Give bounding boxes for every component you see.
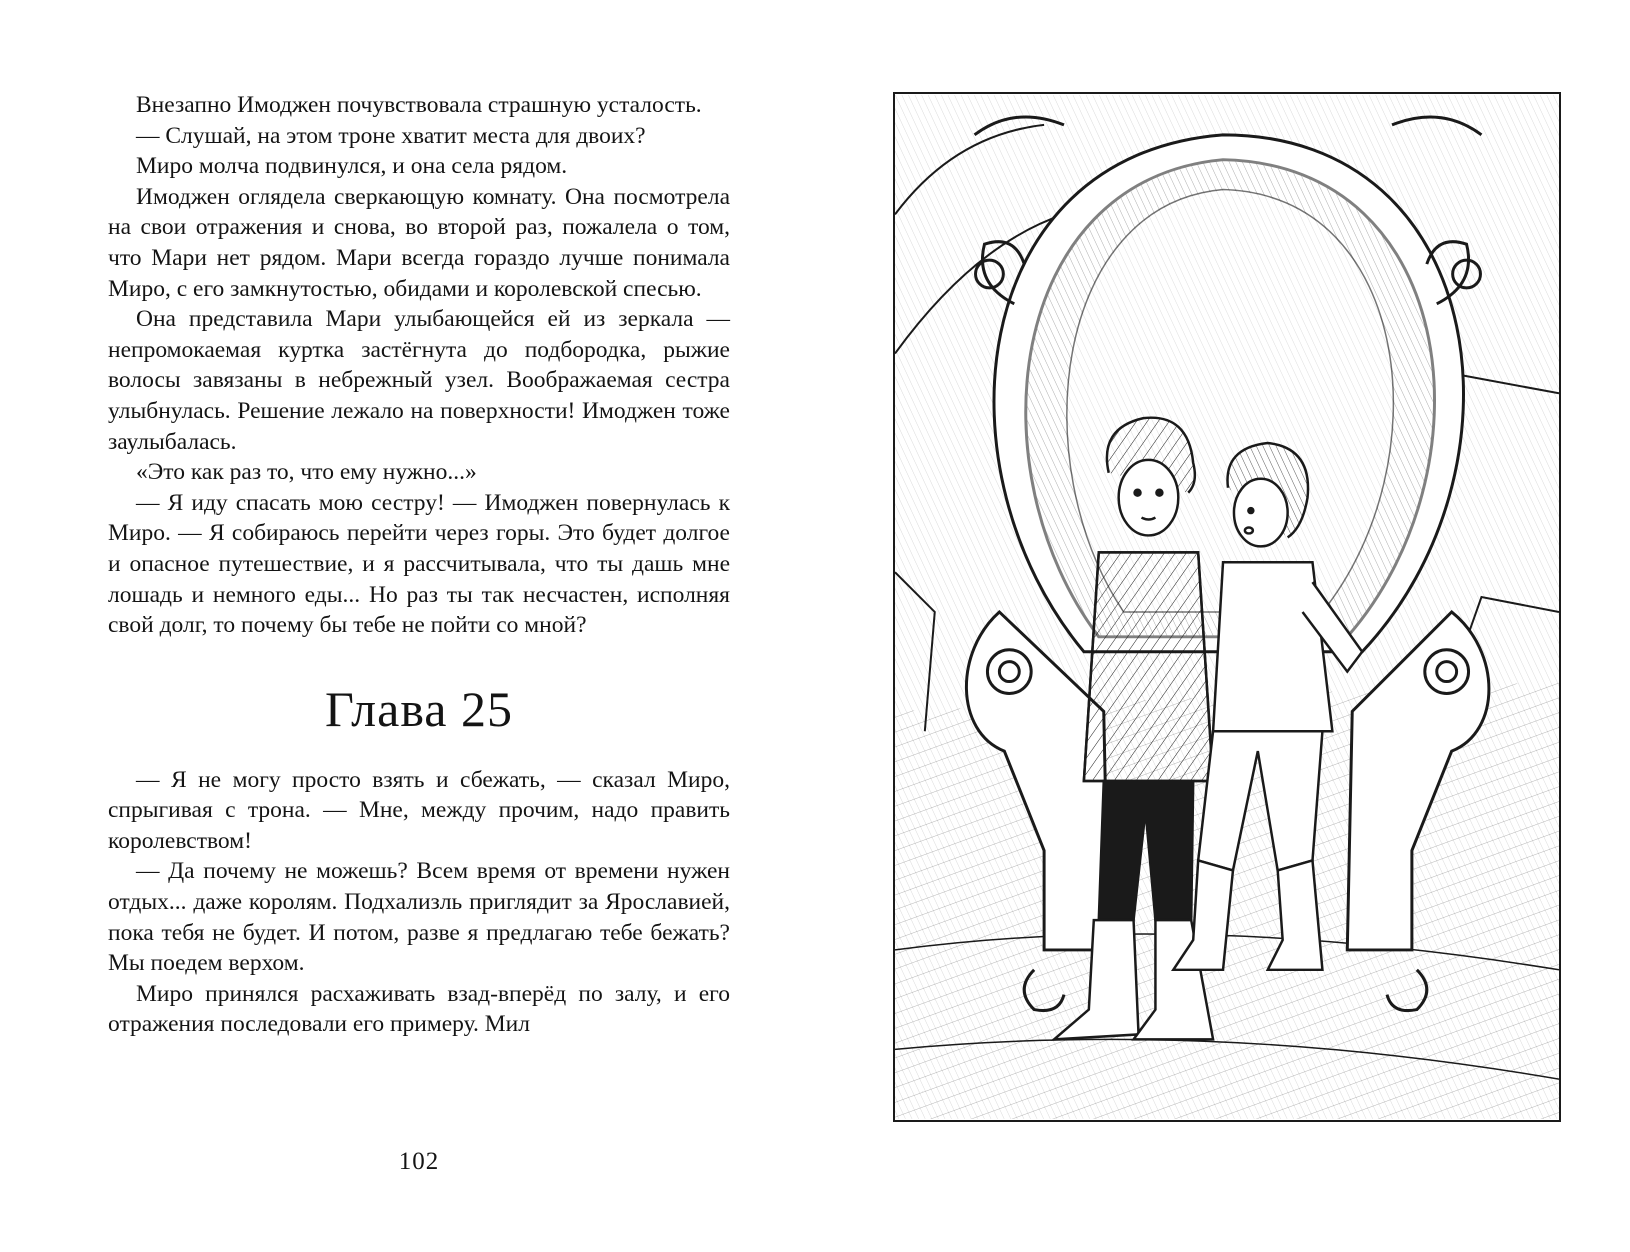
paragraph: «Это как раз то, что ему нужно...» (136, 459, 477, 486)
paragraph: — Я иду спасать мою сестру! — Имоджен повернулась к Миро. — Я собираюсь перейти через горы. Это будет долгое и опасное путешествие, и я рассчитывала, что ты дашь мне лошадь и немного еды... Но раз ты так несчастен, исполняя свой долг, то почему бы тебе не пойти со мной? (108, 489, 730, 639)
paragraph: Внезапно Имоджен почувствовала страшную усталость. (136, 92, 702, 118)
chapter-title: Глава 25 (325, 680, 513, 737)
throne-illustration (893, 92, 1561, 1122)
paragraph: Миро принялся расхаживать взад-вперёд по залу, и его отражения последовали его примеру. Мил (108, 980, 730, 1038)
paragraph: Имоджен оглядела сверкающую комнату. Она посмотрела на свои отражения и снова, во второй раз, пожалела о том, что Мари нет рядом. Мари всегда гораздо лучше понимала Миро, с его замкнутостью, обидами и королевской спесью. (108, 183, 730, 302)
left-page (108, 90, 730, 1040)
paragraph: — Слушай, на этом троне хватит места для двоих? (136, 122, 646, 149)
paragraph: — Да почему не можешь? Всем время от времени нужен отдых... даже королям. Подхализль приглядит за Ярославией, пока тебя не будет. И потом, разве я предлагаю тебе бежать? Мы поедем верхом. (108, 858, 730, 977)
illustration-svg (895, 94, 1559, 1120)
paragraph: — Я не могу просто взять и сбежать, — сказал Миро, спрыгивая с трона. — Мне, между прочим, надо править королевством! (108, 766, 730, 854)
paragraph: Она представила Мари улыбающейся ей из зеркала — непромокаемая куртка застёгнута до подбородка, рыжие волосы завязаны в небрежный узел. Воображаемая сестра улыбнулась. Решение лежало на поверхности! Имоджен тоже заулыбалась. (108, 306, 730, 455)
page-number: 102 (398, 1148, 440, 1175)
paragraph: Миро молча подвинулся, и она села рядом. (136, 153, 568, 180)
